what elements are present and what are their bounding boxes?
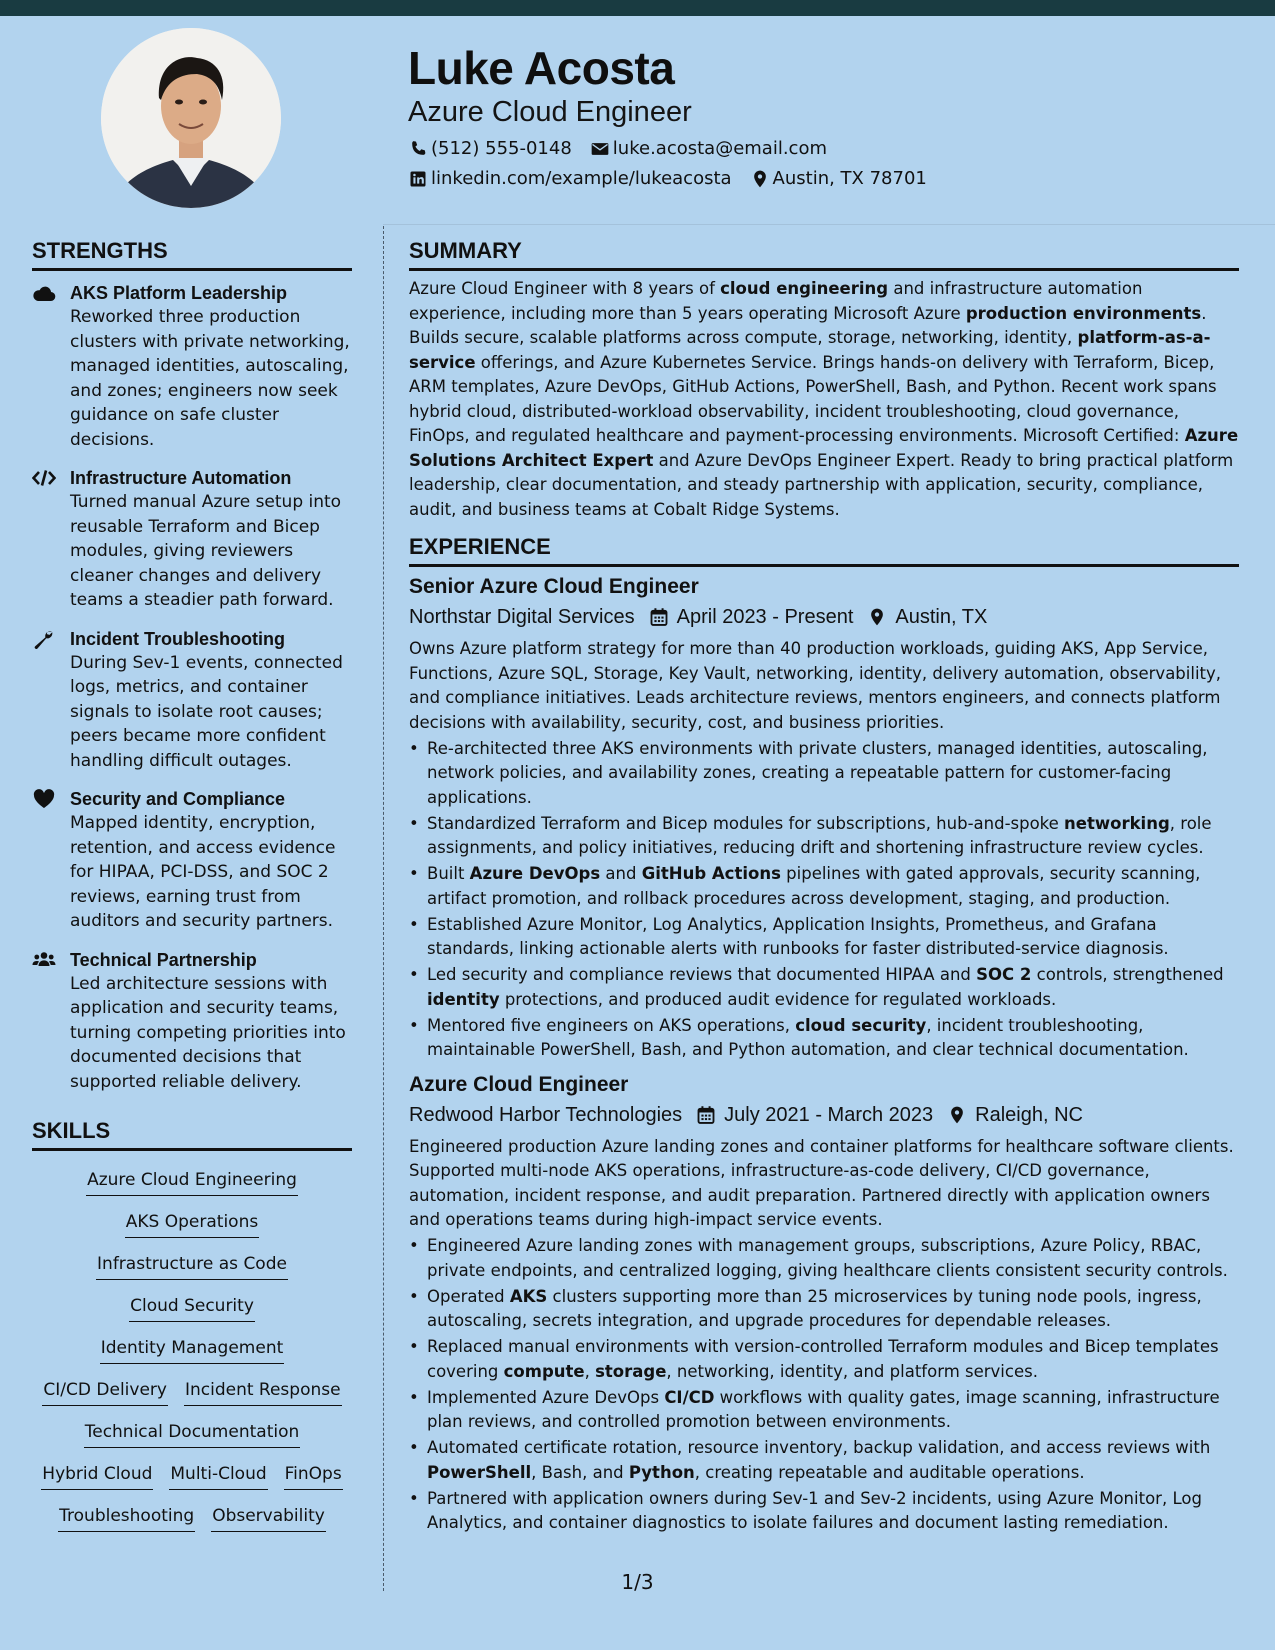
strength-description: Led architecture sessions with application and security teams, turning competing priorities into documented decisions that supported reliable delivery. — [70, 973, 346, 1092]
strength-description: Mapped identity, encryption, retention, and access evidence for HIPAA, PCI-DSS, and SOC 2 reviews, earning trust from auditors and security partners. — [70, 813, 336, 931]
summary-heading: SUMMARY — [409, 236, 1239, 271]
job-bullet: • Built Azure DevOps and GitHub Actions pipelines with gated approvals, security scanning, artifact promotion, and rollback procedures across development, staging, and production. — [427, 862, 1239, 911]
job-bullet: • Mentored five engineers on AKS operations, cloud security, incident troubleshooting, maintainable PowerShell, Bash, and Python automation, and clear technical documentation. — [427, 1014, 1239, 1063]
phone-text: (512) 555-0148 — [431, 138, 572, 159]
candidate-name: Luke Acosta — [408, 42, 675, 94]
job-meta — [409, 1101, 1239, 1129]
job-bullet: • Replaced manual environments with version-controlled Terraform modules and Bicep templates covering compute, storage, networking, identity, and platform services. — [427, 1335, 1239, 1384]
job-location: Austin, TX — [895, 606, 988, 628]
header-separator — [383, 224, 1275, 225]
skills-heading: SKILLS — [32, 1116, 352, 1151]
skill-tag: Azure Cloud Engineering — [86, 1169, 298, 1196]
job-summary: Engineered production Azure landing zones and container platforms for healthcare software clients. Supported multi-node AKS operations, infrastructure-as-code delivery, CI/CD governance, automation, incident response, and audit preparation. Partnered directly with application owners and operations teams during high-impact service events. — [409, 1136, 1234, 1229]
strength-item — [32, 466, 352, 613]
strength-title: Infrastructure Automation — [70, 468, 292, 488]
location-pin-icon — [867, 607, 887, 627]
job-title: Azure Cloud Engineer — [409, 1072, 629, 1096]
job-bullet: • Re-architected three AKS environments with private clusters, managed identities, autoscaling, network policies, and availability zones, creating a repeatable pattern for customer-facing applications. — [427, 737, 1239, 811]
top-bar — [0, 0, 1275, 16]
profile-photo — [101, 28, 281, 208]
company-name: Redwood Harbor Technologies — [409, 1103, 683, 1126]
skill-row — [32, 1169, 352, 1196]
job-bullet: • Automated certificate rotation, resource inventory, backup validation, and access reviews with PowerShell, Bash, and Python, creating repeatable and auditable operations. — [427, 1436, 1239, 1485]
job-bullet: • Engineered Azure landing zones with management groups, subscriptions, Azure Policy, RBAC, private endpoints, and centralized logging, giving healthcare clients consistent security controls. — [427, 1234, 1239, 1283]
skill-row — [32, 1421, 352, 1448]
email-item[interactable] — [590, 138, 827, 160]
email-link[interactable]: luke.acosta@email.com — [612, 138, 827, 159]
skill-tag: Multi-Cloud — [169, 1463, 267, 1490]
skill-tag: Observability — [211, 1505, 326, 1532]
summary-text: Azure Cloud Engineer with 8 years of cloud engineering and infrastructure automation experience, including more than 5 years operating Microsoft Azure production environments. Builds secure, scalable platforms across compute, storage, networking, identity, platform-as-a-service offerings, and Azure Kubernetes Service. Brings hands-on delivery with Terraform, Bicep, ARM templates, Azure DevOps, GitHub Actions, PowerShell, Bash, and Python. Recent work spans hybrid cloud, distributed-workload observability, incident troubleshooting, cloud governance, FinOps, and regulated healthcare and payment-processing environments. Microsoft Certified: Azure Solutions Architect Expert and Azure DevOps Engineer Expert. Ready to bring practical platform leadership, clear documentation, and steady partnership with application, security, compliance, audit, and business teams at Cobalt Ridge Systems. — [409, 279, 1239, 519]
skill-tag: Hybrid Cloud — [41, 1463, 153, 1490]
contact-row-2 — [408, 168, 1228, 190]
job-bullet: • Operated AKS clusters supporting more than 25 microservices by tuning node pools, ingress, autoscaling, secrets integration, and upgrade procedures for dependable releases. — [427, 1285, 1239, 1334]
skill-row — [32, 1505, 352, 1532]
wrench-icon — [32, 629, 56, 649]
strength-item — [32, 627, 352, 774]
skill-tag: Troubleshooting — [58, 1505, 195, 1532]
strength-item — [32, 787, 352, 934]
strengths-list — [32, 281, 352, 1094]
job-bullets — [409, 737, 1239, 1063]
location-item — [750, 168, 927, 190]
strength-description: Reworked three production clusters with private networking, managed identities, autoscaling, and zones; engineers now seek guidance on safe cluster decisions. — [70, 307, 350, 450]
candidate-title: Azure Cloud Engineer — [408, 96, 692, 128]
cloud-icon — [32, 283, 56, 303]
location-pin-icon — [947, 1105, 967, 1125]
location-pin-icon — [750, 169, 770, 189]
code-icon — [32, 468, 56, 488]
job-bullet: • Established Azure Monitor, Log Analytics, Application Insights, Prometheus, and Grafana standards, linking actionable alerts with runbooks for faster distributed-service diagnosis. — [427, 913, 1239, 962]
contact-row-1 — [408, 138, 1228, 160]
experience-heading: EXPERIENCE — [409, 532, 1239, 567]
phone-item — [408, 138, 572, 160]
job-meta — [409, 603, 1239, 631]
job-entry — [409, 573, 1239, 1063]
skills-list — [32, 1169, 352, 1532]
skill-tag: Incident Response — [184, 1379, 342, 1406]
strength-title: Technical Partnership — [70, 949, 257, 970]
strength-item — [32, 281, 352, 452]
skill-row — [32, 1337, 352, 1364]
strength-title: Incident Troubleshooting — [70, 628, 285, 649]
strength-description: During Sev-1 events, connected logs, metrics, and container signals to isolate root causes; peers became more confident handling difficult outages. — [70, 652, 343, 771]
skill-row — [32, 1211, 352, 1238]
skill-tag: CI/CD Delivery — [42, 1379, 168, 1406]
page-indicator: 1/3 — [621, 1570, 654, 1594]
strength-description: Turned manual Azure setup into reusable Terraform and Bicep modules, giving reviewers cleaner changes and delivery teams a steadier path forward. — [70, 492, 342, 610]
skill-tag: Cloud Security — [129, 1295, 255, 1322]
skill-tag: Technical Documentation — [84, 1421, 301, 1448]
job-location: Raleigh, NC — [975, 1103, 1083, 1126]
job-bullet: • Led security and compliance reviews that documented HIPAA and SOC 2 controls, strengthened identity protections, and produced audit evidence for regulated workloads. — [427, 963, 1239, 1012]
column-divider — [383, 226, 384, 1591]
calendar-icon — [696, 1105, 716, 1125]
job-bullet: • Partnered with application owners during Sev-1 and Sev-2 incidents, using Azure Monitor, Log Analytics, and container diagnostics to isolate failures and document lasting remediation. — [427, 1487, 1239, 1536]
job-title: Senior Azure Cloud Engineer — [409, 575, 699, 598]
portrait-image — [101, 28, 281, 208]
job-bullet: • Implemented Azure DevOps CI/CD workflows with quality gates, image scanning, infrastructure plan reviews, and controlled promotion between environments. — [427, 1386, 1239, 1435]
strength-title: Security and Compliance — [70, 789, 286, 809]
job-summary: Owns Azure platform strategy for more than 40 production workloads, guiding AKS, App Service, Functions, Azure SQL, Storage, Key Vault, networking, identity, delivery automation, observability, and compliance initiatives. Leads architecture reviews, mentors engineers, and connects platform decisions with availability, security, cost, and business priorities. — [409, 639, 1222, 732]
right-column — [409, 236, 1239, 1536]
skill-row — [32, 1379, 352, 1406]
skill-tag: AKS Operations — [125, 1211, 259, 1238]
job-bullets — [409, 1234, 1239, 1536]
strengths-heading: STRENGTHS — [32, 236, 352, 271]
envelope-icon — [590, 139, 610, 159]
company-name: Northstar Digital Services — [409, 606, 635, 628]
skill-tag: FinOps — [284, 1463, 343, 1490]
strength-title: AKS Platform Leadership — [70, 283, 288, 303]
job-dates: July 2021 - March 2023 — [724, 1103, 934, 1126]
linkedin-icon — [408, 169, 428, 189]
skill-row — [32, 1253, 352, 1280]
phone-icon — [408, 139, 428, 159]
users-icon — [32, 950, 56, 970]
strength-item — [32, 948, 352, 1095]
skill-tag: Infrastructure as Code — [96, 1253, 288, 1280]
heart-icon — [32, 789, 56, 809]
location-text: Austin, TX 78701 — [772, 168, 927, 189]
skill-row — [32, 1295, 352, 1322]
job-bullet: • Standardized Terraform and Bicep modules for subscriptions, hub-and-spoke networking, role assignments, and policy initiatives, reducing drift and shortening infrastructure review cycles. — [427, 812, 1239, 861]
linkedin-item[interactable] — [408, 168, 732, 190]
job-entry — [409, 1071, 1239, 1536]
calendar-icon — [649, 607, 669, 627]
skill-tag: Identity Management — [100, 1337, 285, 1364]
skill-row — [32, 1463, 352, 1490]
resume-header — [408, 40, 1228, 190]
left-column — [32, 236, 352, 1532]
job-dates: April 2023 - Present — [676, 606, 854, 628]
linkedin-link[interactable]: linkedin.com/example/lukeacosta — [431, 168, 732, 189]
